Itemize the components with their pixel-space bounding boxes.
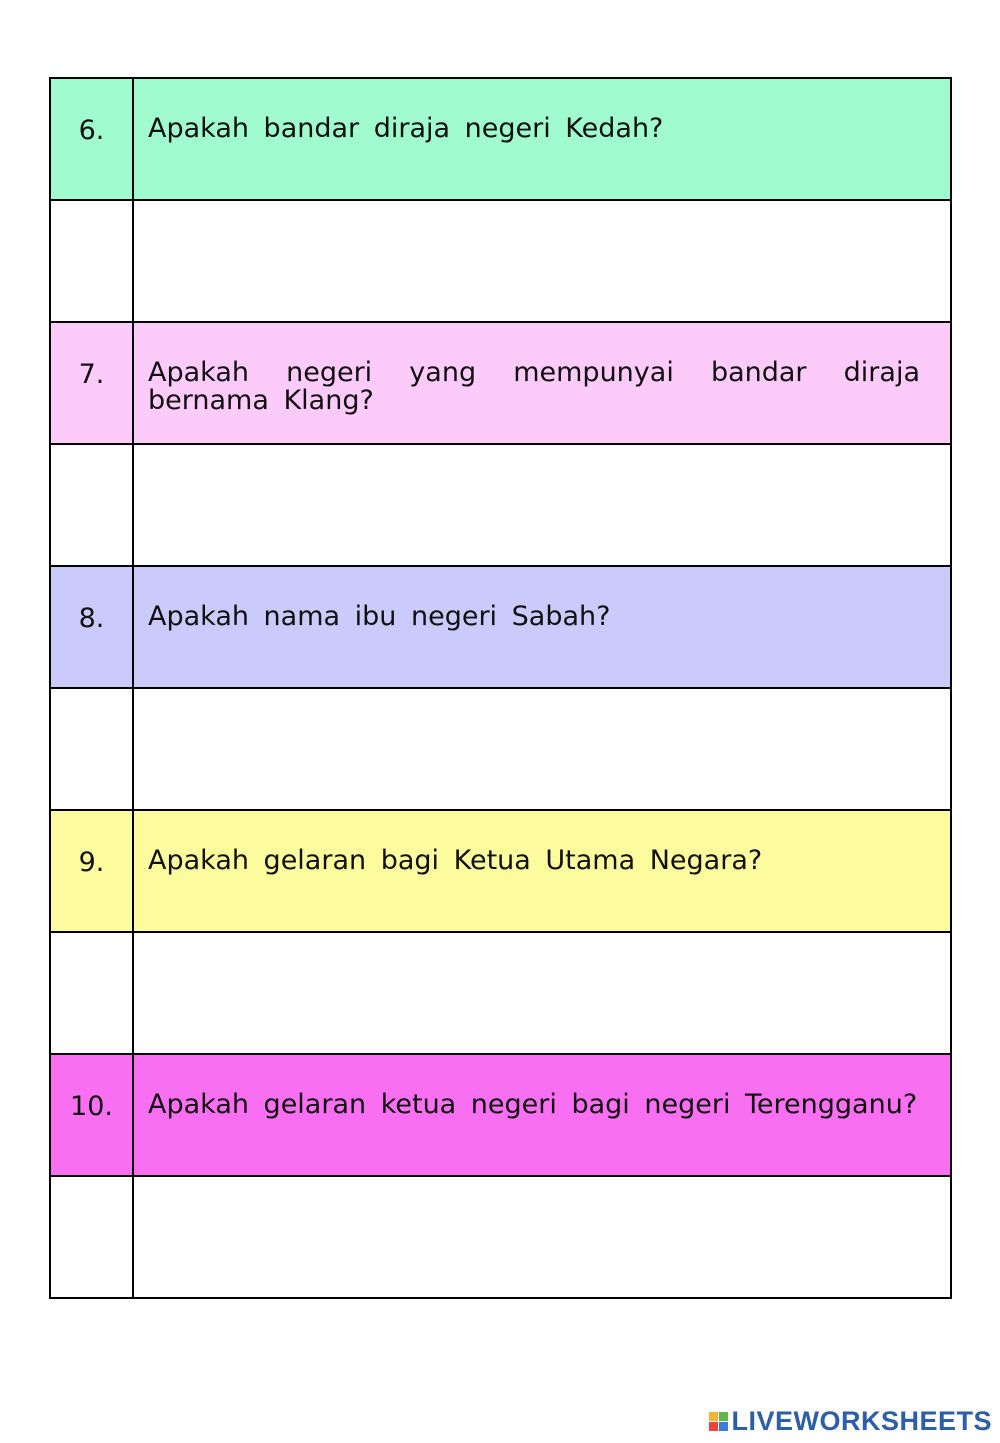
- question-text: [133, 810, 951, 932]
- answer-input-cell[interactable]: [133, 200, 951, 322]
- answer-number-cell: [50, 1176, 133, 1298]
- logo-square: [709, 1412, 718, 1421]
- question-number: [50, 566, 133, 688]
- answer-input-cell[interactable]: [133, 932, 951, 1054]
- answer-input-cell[interactable]: [133, 1176, 951, 1298]
- logo-text: LIVEWORKSHEETS: [731, 1406, 992, 1436]
- question-row: [50, 566, 951, 688]
- question-text-label: Apakah gelaran bagi Ketua Utama Negara?: [148, 845, 763, 876]
- question-number: [50, 1054, 133, 1176]
- question-number: [50, 810, 133, 932]
- question-text: [133, 78, 951, 200]
- answer-row: [50, 1176, 951, 1298]
- logo-square: [719, 1422, 728, 1431]
- answer-number-cell: [50, 688, 133, 810]
- question-number: [50, 78, 133, 200]
- question-row: [50, 322, 951, 444]
- question-number: [50, 322, 133, 444]
- question-number-label: 6.: [78, 115, 105, 146]
- question-text: [133, 322, 951, 444]
- answer-number-cell: [50, 200, 133, 322]
- answer-row: [50, 200, 951, 322]
- question-row: [50, 78, 951, 200]
- question-text-label: Apakah gelaran ketua negeri bagi negeri Terengganu?: [148, 1089, 918, 1120]
- question-number-label: 10.: [70, 1091, 113, 1122]
- answer-input-cell[interactable]: [133, 688, 951, 810]
- question-text: [133, 1054, 951, 1176]
- logo-square: [709, 1422, 718, 1431]
- question-row: [50, 1054, 951, 1176]
- answer-number-cell: [50, 444, 133, 566]
- answer-row: [50, 444, 951, 566]
- question-text: [133, 566, 951, 688]
- question-number-label: 7.: [78, 359, 105, 390]
- answer-row: [50, 932, 951, 1054]
- logo-square: [719, 1412, 728, 1421]
- question-row: [50, 810, 951, 932]
- question-number-label: 9.: [78, 847, 105, 878]
- question-text-label: Apakah bandar diraja negeri Kedah?: [148, 113, 664, 144]
- liveworksheets-logo: [709, 1406, 992, 1437]
- answer-number-cell: [50, 932, 133, 1054]
- liveworksheets-logo-icon: [709, 1412, 728, 1431]
- question-text-label: Apakah negeri yang mempunyai bandar diraja bernama Klang?: [148, 357, 920, 416]
- answer-input-cell[interactable]: [133, 444, 951, 566]
- question-number-label: 8.: [78, 603, 105, 634]
- worksheet-table: [49, 77, 952, 1299]
- answer-row: [50, 688, 951, 810]
- question-text-label: Apakah nama ibu negeri Sabah?: [148, 601, 611, 632]
